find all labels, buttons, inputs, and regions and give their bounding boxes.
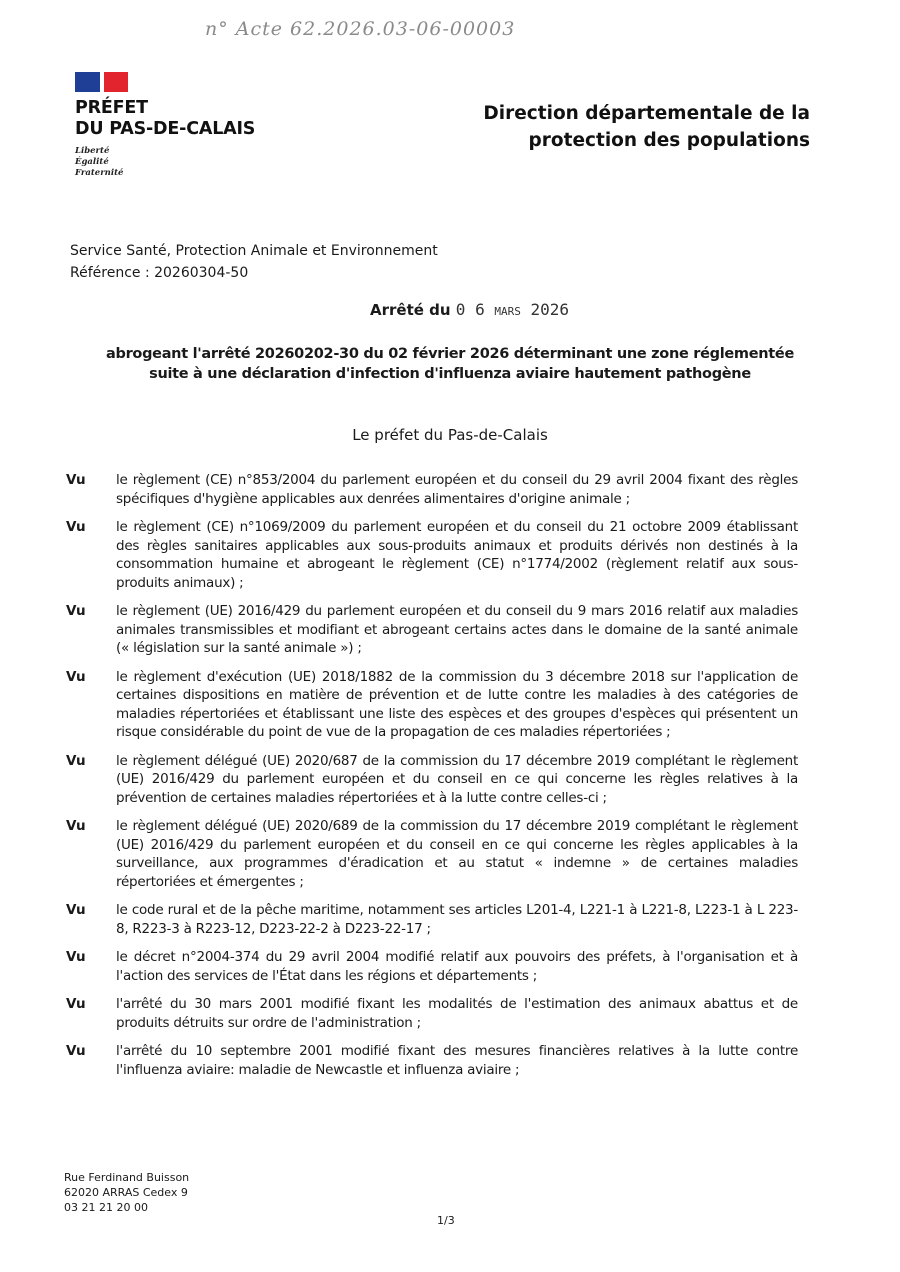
- vu-item: Vu le règlement (CE) n°853/2004 du parlement européen et du conseil du 29 avril 2004 fixant des règles spécifiques d'hygiène applicables aux denrées alimentaires d'origine animale ;: [66, 472, 798, 507]
- reference: Référence : 20260304-50: [70, 265, 249, 281]
- vu-item: Vu l'arrêté du 30 mars 2001 modifié fixant les modalités de l'estimation des animaux abattus et de produits détruits sur ordre de l'administration ;: [66, 996, 798, 1031]
- vu-item: Vu le décret n°2004-374 du 29 avril 2004 modifié relatif aux pouvoirs des préfets, à l'organisation et à l'action des services de l'État dans les régions et départements ;: [66, 949, 798, 984]
- service-block: [70, 240, 438, 284]
- vu-item: Vu le règlement délégué (UE) 2020/687 de la commission du 17 décembre 2019 complétant le règlement (UE) 2016/429 du parlement européen et du conseil en ce qui concerne les règles relatives à la prévention de certaines maladies répertoriées et à la lutte contre celles-ci ;: [66, 752, 798, 806]
- address-city: 62020 ARRAS Cedex 9: [64, 1186, 188, 1199]
- republic-motto: Liberté Égalité Fraternité: [75, 146, 124, 178]
- arrete-subtitle: abrogeant l'arrêté 20260202-30 du 02 février 2026 déterminant une zone réglementée suite à une déclaration d'infection d'influenza aviaire hautement pathogène: [106, 346, 794, 382]
- vu-item: Vu l'arrêté du 10 septembre 2001 modifié fixant des mesures financières relatives à la lutte contre l'influenza aviaire: maladie de Newcastle et influenza aviaire ;: [66, 1043, 798, 1078]
- vu-item: Vu le code rural et de la pêche maritime, notamment ses articles L201-4, L221-1 à L221-8, L223-1 à L 223-8, R223-3 à R223-12, D223-22-2 à D223-22-17 ;: [66, 902, 798, 937]
- arrete-label: Arrêté du: [370, 301, 451, 319]
- arrete-date-line: [370, 300, 569, 319]
- handwritten-act-number: n° Acte 62.2026.03-06-00003: [205, 18, 516, 40]
- prefet-title-line1: PRÉFET: [75, 98, 148, 118]
- address-street: Rue Ferdinand Buisson: [64, 1171, 190, 1184]
- vu-item: Vu le règlement (CE) n°1069/2009 du parlement européen et du conseil du 21 octobre 2009 établissant des règles sanitaires applicables aux sous-produits animaux et produits dérivés non destinés à la consommation humaine et abrogeant le règlement (CE) n°1774/2002 (règlement relatif aux sous-produits animaux) ;: [66, 519, 798, 591]
- page-number: 1/3: [437, 1214, 455, 1227]
- footer-address: [64, 1170, 189, 1215]
- address-phone: 03 21 21 20 00: [64, 1201, 148, 1214]
- service-name: Service Santé, Protection Animale et Environnement: [70, 243, 438, 259]
- prefecture-logo: [75, 72, 255, 179]
- vu-item: Vu le règlement délégué (UE) 2020/689 de la commission du 17 décembre 2019 complétant le règlement (UE) 2016/429 du parlement européen et du conseil en ce qui concerne les règles applicables à la surveillance, aux programmes d'éradication et au statut « indemne » de certaines maladies répertoriées et émergentes ;: [66, 818, 798, 890]
- prefet-heading: Le préfet du Pas-de-Calais: [352, 426, 548, 444]
- vu-item: Vu le règlement d'exécution (UE) 2018/1882 de la commission du 3 décembre 2018 sur l'application de certaines dispositions en matière de prévention et de lutte contre les maladies à des catégories de maladies répertoriées et établissant une liste des espèces et des groupes d'espèces qui présentent un risque considérable du point de vue de la propagation de ces maladies répertoriées ;: [66, 668, 798, 740]
- vu-item: Vu le règlement (UE) 2016/429 du parlement européen et du conseil du 9 mars 2016 relatif aux maladies animales transmissibles et modifiant et abrogeant certains actes dans le domaine de la santé animale (« législation sur la santé animale ») ;: [66, 603, 798, 656]
- vu-list: [66, 471, 798, 1089]
- prefet-title-line2: DU PAS-DE-CALAIS: [75, 119, 256, 139]
- date-stamp: 0 6 MARS 2026: [455, 300, 570, 319]
- direction-heading: Direction départementale de la protection des populations: [483, 103, 810, 151]
- marianne-flag-icon: [75, 72, 128, 92]
